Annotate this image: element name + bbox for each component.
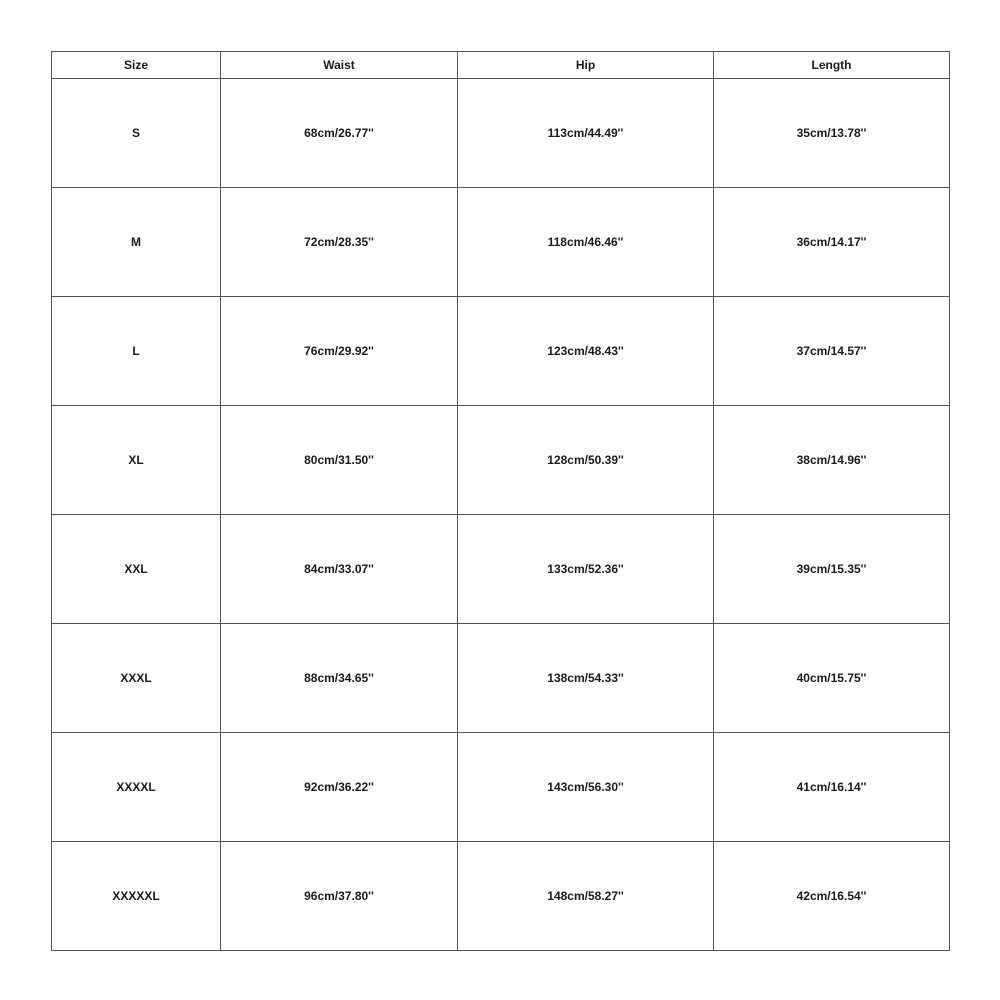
cell-size: XXL bbox=[52, 515, 221, 624]
cell-length: 42cm/16.54'' bbox=[714, 842, 950, 951]
header-size: Size bbox=[52, 52, 221, 79]
cell-length: 38cm/14.96'' bbox=[714, 406, 950, 515]
cell-length: 35cm/13.78'' bbox=[714, 79, 950, 188]
cell-hip: 143cm/56.30'' bbox=[458, 733, 714, 842]
cell-length: 39cm/15.35'' bbox=[714, 515, 950, 624]
cell-size: XXXXXL bbox=[52, 842, 221, 951]
cell-size: XL bbox=[52, 406, 221, 515]
table-row bbox=[52, 624, 950, 733]
cell-hip: 118cm/46.46'' bbox=[458, 188, 714, 297]
table-row bbox=[52, 842, 950, 951]
table-header bbox=[52, 52, 950, 79]
cell-size: XXXL bbox=[52, 624, 221, 733]
table-row bbox=[52, 188, 950, 297]
cell-hip: 123cm/48.43'' bbox=[458, 297, 714, 406]
cell-hip: 138cm/54.33'' bbox=[458, 624, 714, 733]
cell-waist: 88cm/34.65'' bbox=[221, 624, 458, 733]
cell-size: M bbox=[52, 188, 221, 297]
cell-size: XXXXL bbox=[52, 733, 221, 842]
size-chart-table bbox=[51, 51, 950, 951]
cell-waist: 72cm/28.35'' bbox=[221, 188, 458, 297]
table-body bbox=[52, 79, 950, 951]
table-row bbox=[52, 406, 950, 515]
cell-waist: 80cm/31.50'' bbox=[221, 406, 458, 515]
cell-waist: 96cm/37.80'' bbox=[221, 842, 458, 951]
header-length: Length bbox=[714, 52, 950, 79]
cell-size: S bbox=[52, 79, 221, 188]
cell-length: 36cm/14.17'' bbox=[714, 188, 950, 297]
cell-hip: 133cm/52.36'' bbox=[458, 515, 714, 624]
table-row bbox=[52, 79, 950, 188]
header-row bbox=[52, 52, 950, 79]
cell-waist: 76cm/29.92'' bbox=[221, 297, 458, 406]
table-row bbox=[52, 297, 950, 406]
cell-hip: 113cm/44.49'' bbox=[458, 79, 714, 188]
cell-length: 41cm/16.14'' bbox=[714, 733, 950, 842]
cell-waist: 92cm/36.22'' bbox=[221, 733, 458, 842]
cell-size: L bbox=[52, 297, 221, 406]
cell-hip: 148cm/58.27'' bbox=[458, 842, 714, 951]
header-hip: Hip bbox=[458, 52, 714, 79]
cell-length: 40cm/15.75'' bbox=[714, 624, 950, 733]
header-waist: Waist bbox=[221, 52, 458, 79]
cell-waist: 68cm/26.77'' bbox=[221, 79, 458, 188]
table-row bbox=[52, 515, 950, 624]
cell-waist: 84cm/33.07'' bbox=[221, 515, 458, 624]
cell-hip: 128cm/50.39'' bbox=[458, 406, 714, 515]
cell-length: 37cm/14.57'' bbox=[714, 297, 950, 406]
table-row bbox=[52, 733, 950, 842]
